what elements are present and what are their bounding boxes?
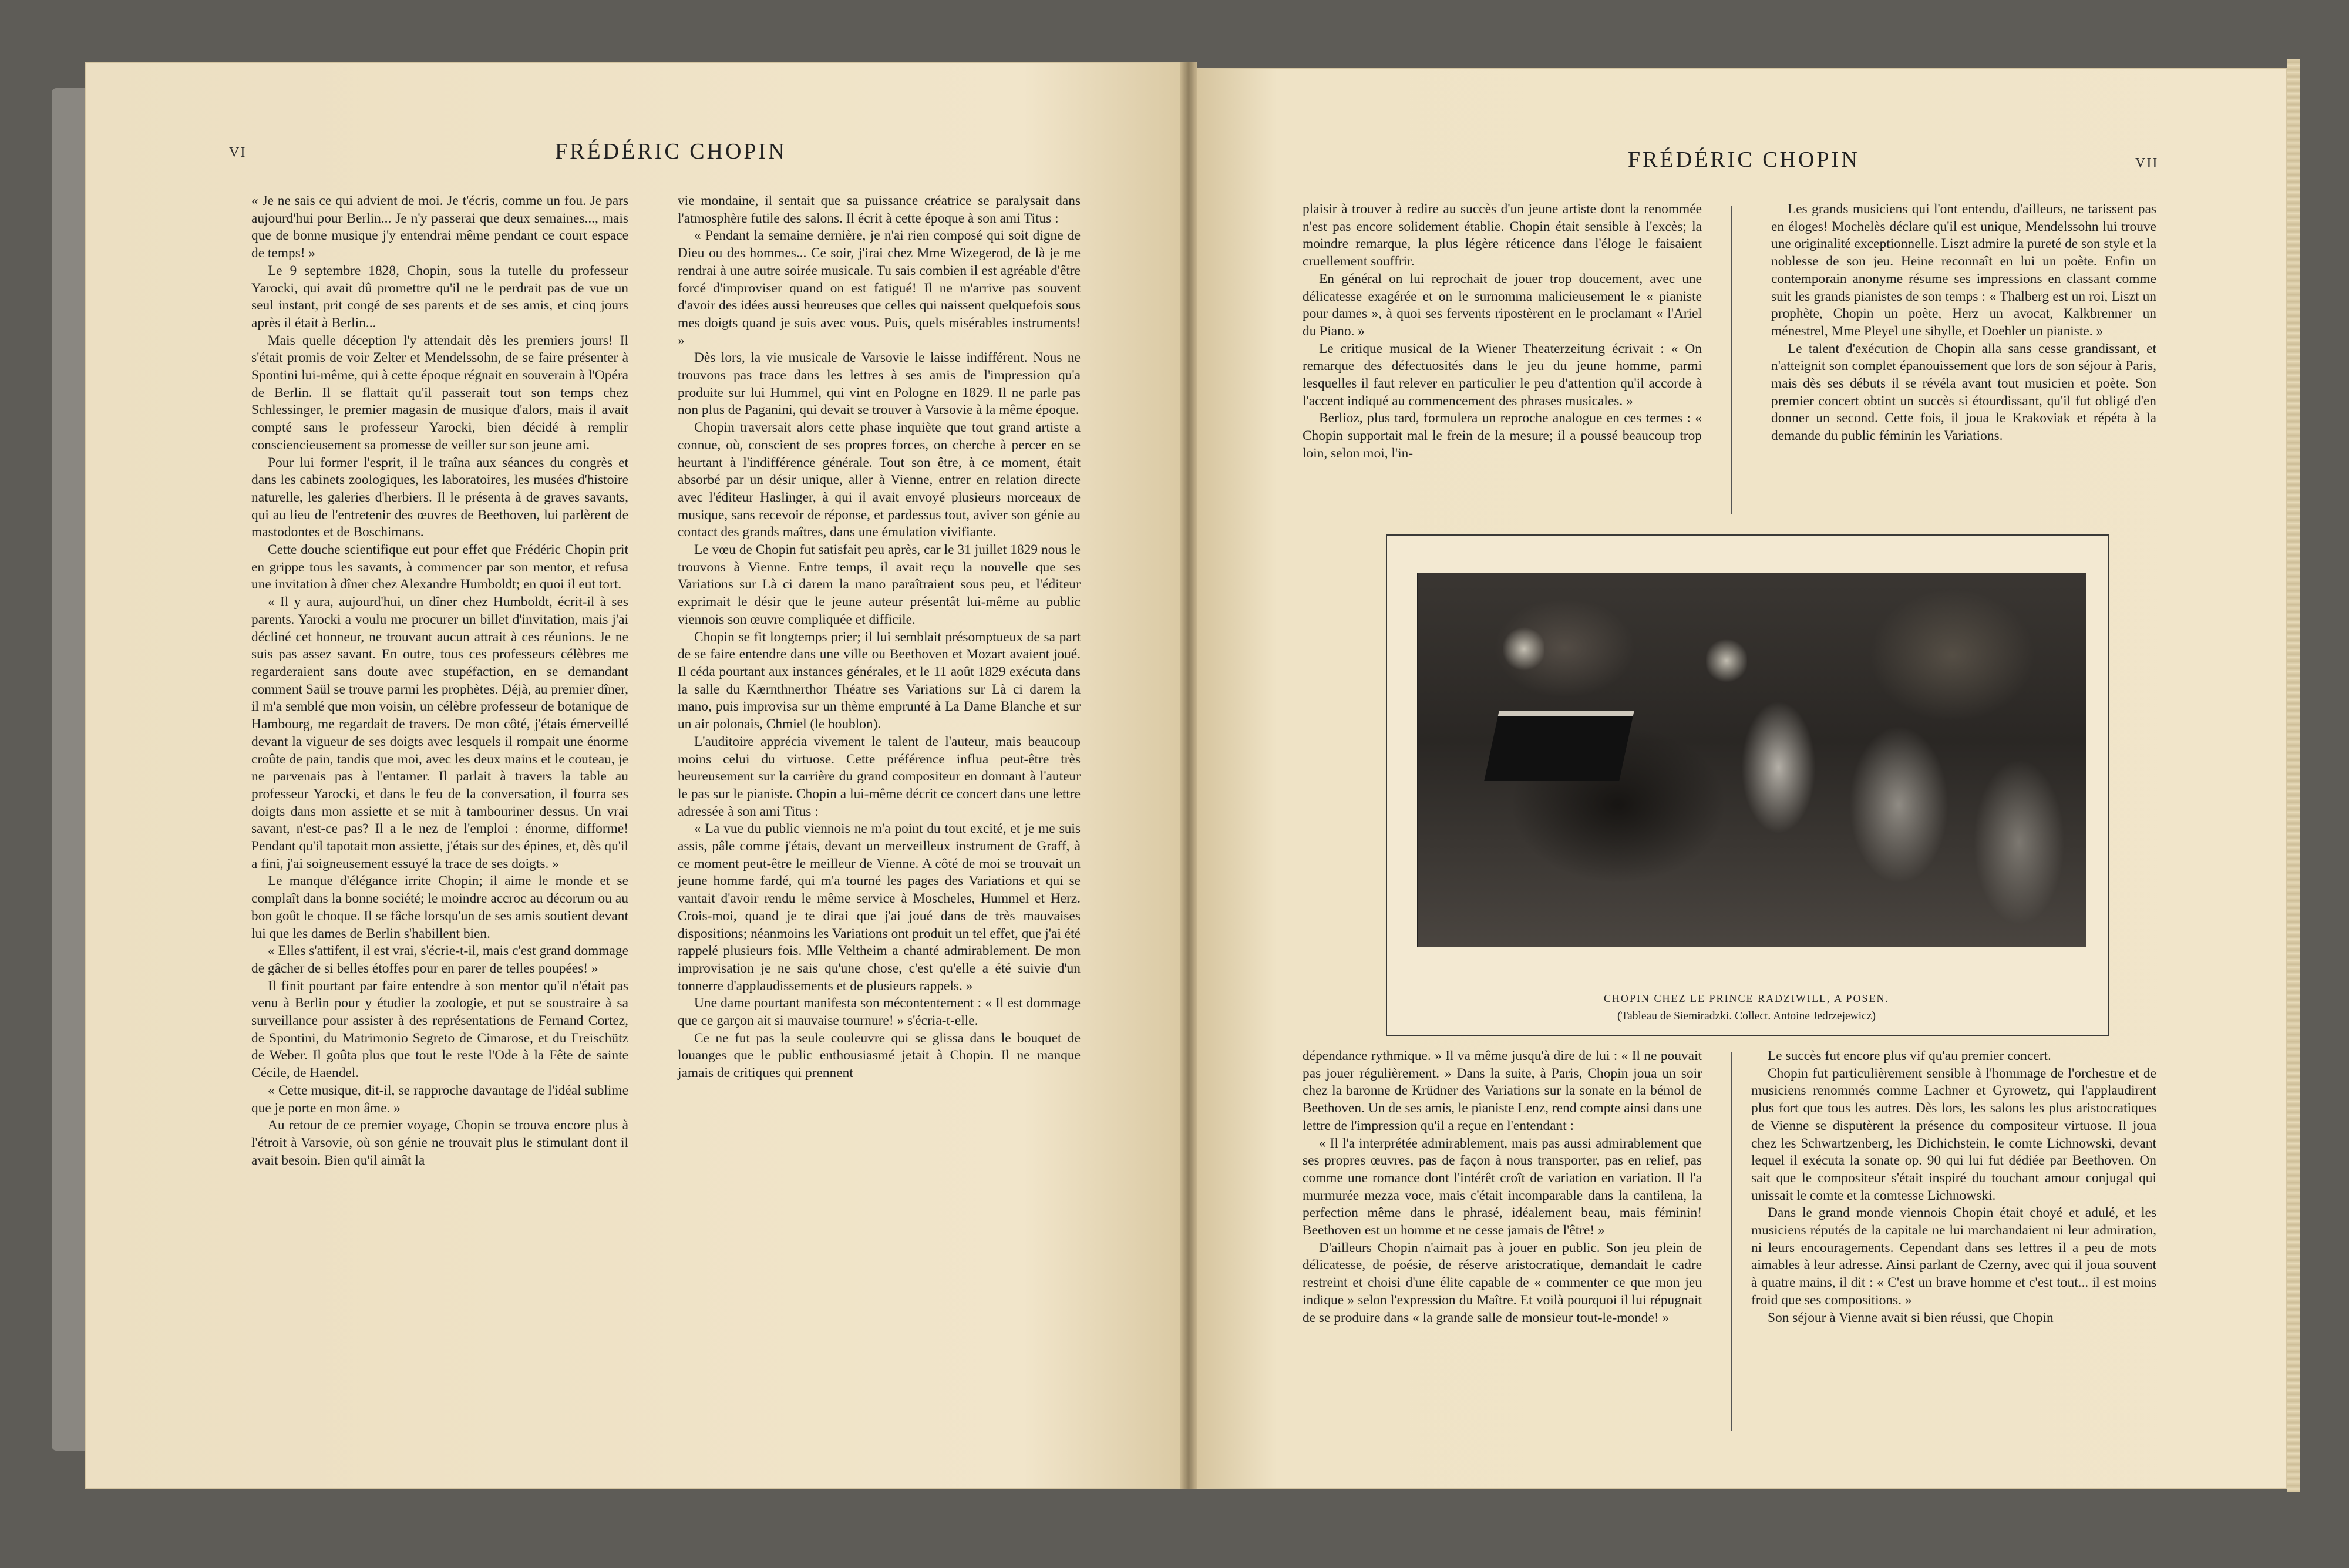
paragraph: Berlioz, plus tard, formulera un reproche analogue en ces termes : « Chopin supportait mal le frein de la mesure; il a poussé beaucoup trop loin, selon moi, l'in-: [1303, 410, 1702, 461]
paragraph: Dès lors, la vie musicale de Varsovie le laisse indifférent. Nous ne trouvons pas trace dans les lettres à ses amis de l'impression qu'a produite sur lui Hummel, qui vint en Pologne en 1829. Il ne parle pas non plus de Paganini, qui devait se trouver à Varsovie à la même époque.: [678, 350, 1081, 418]
left-running-head: FRÉDÉRIC CHOPIN: [555, 139, 787, 164]
paragraph: Pour lui former l'esprit, il le traîna aux séances du congrès et dans les cabinets zoologiques, les laboratoires, les musées d'histoire naturelle, les galeries d'herbiers. Il le présenta à de graves savants, qui au lieu de l'entretenir des œuvres de Beethoven, lui parlèrent de mastodontes et de Boschimans.: [251, 455, 628, 540]
paragraph: « Il l'a interprétée admirablement, mais pas aussi admirablement que ses propres œuvres, pas de façon à nous transporter, pas en relief, pas comme une romance dont l'intérêt croît de variation en variation. Il l'a murmurée mezza voce, mais c'était incomparable dans la cantilena, la perfection même dans le phrasé, idéalement beau, mais féminin! Beethoven est un homme et ne cesse jamais de l'être! »: [1303, 1135, 1702, 1239]
paragraph: « Pendant la semaine dernière, je n'ai rien composé qui soit digne de Dieu ou des hommes... Ce soir, j'irai chez Mme Wizegerod, de là je me rendrai à une autre soirée musicale. Tu sais combien il est agréable d'être forcé d'improviser quand on est fatigué! Il ne m'arrive pas souvent d'avoir des idées aussi heureuses que celles qui naissent quelquefois sous mes doigts quand je suis avec vous. Puis, quels misérables instruments! »: [678, 228, 1081, 348]
paragraph: Le 9 septembre 1828, Chopin, sous la tutelle du professeur Yarocki, qui avait dû promettre qu'il ne le perdrait pas de vue un seul instant, prit congé de ses parents et de ses amis, et cinq jours après il était à Berlin...: [251, 263, 628, 331]
paragraph: Au retour de ce premier voyage, Chopin se trouva encore plus à l'étroit à Varsovie, où son génie ne trouvait plus le stimulant dont il avait besoin. Bien qu'il aimât la: [251, 1118, 628, 1168]
right-top-column-1: [1303, 201, 1702, 463]
paragraph: Chopin traversait alors cette phase inquiète que tout grand artiste a connue, où, conscient de ses propres forces, on cherche à percer en se heurtant à l'indifférence générale. Tout son être, à ce moment, était absorbé par un désir unique, aller à Vienne, entrer en relation directe avec l'éditeur Haslinger, à qui il avait envoyé plusieurs morceaux de musique, sans recevoir de réponse, et pardessus tout, aviver son génie au contact des grands maîtres, dans une émulation vivifiante.: [678, 420, 1081, 540]
paragraph: D'ailleurs Chopin n'aimait pas à jouer en public. Son jeu plein de délicatesse, de poésie, de réserve aristocratique, demandait le cadre restreint et choisi d'une élite capable de « commenter ce que mon jeu indique » selon l'expression du Maître. Et voilà pourquoi il lui répugnait de se produire dans « la grande salle de monsieur tout-le-monde! »: [1303, 1240, 1702, 1325]
illustration-piano: [1484, 711, 1634, 781]
illustration-light: [1503, 623, 1544, 675]
paragraph: Il finit pourtant par faire entendre à son mentor qu'il n'était pas venu à Berlin pour y étudier la zoologie, et put se soustraire à sa surveillance pour assister à des représentations de Fernand Cortez, de Spontini, du Matrimonio Segreto de Cimarose, et du Freischütz de Weber. Il goûta plus que tout le reste l'Ode à la Fête de sainte Cécile, de Haendel.: [251, 978, 628, 1081]
paragraph: Le critique musical de la Wiener Theaterzeitung écrivait : « On remarque des défectuosités dans le jeu du jeune homme, parmi lesquelles il faut relever en particulier le peu d'attention qu'il accorde à l'accent indiqué au commencement des phrases musicales. »: [1303, 341, 1702, 409]
paragraph: dépendance rythmique. » Il va même jusqu'à dire de lui : « Il ne pouvait pas jouer régulièrement. » Dans la suite, à Paris, Chopin joua un soir chez la baronne de Krüdner des Variations sur la sonate en la bémol de Beethoven. Un de ses amis, le pianiste Lenz, rend compte ainsi dans une lettre de l'impression qu'il a reçue en l'entendant :: [1303, 1048, 1702, 1133]
paragraph: Les grands musiciens qui l'ont entendu, d'ailleurs, ne tarissent pas en éloges! Mochelès déclare qu'il est unique, Mendelssohn lui trouve une originalité exceptionnelle. Liszt admire la pureté de son style et la noblesse de son jeu. Heine reconnaît en lui un poète. Enfin un contemporain anonyme résume ses impressions en classant comme suit les grands pianistes de son temps : « Thalberg est un roi, Liszt un prophète, Chopin un poète, Herz un avocat, Kalkbrenner un ménestrel, Mme Pleyel une sibylle, et Doehler un pianiste. »: [1771, 201, 2156, 339]
paragraph: Le manque d'élégance irrite Chopin; il aime le monde et se complaît dans la bonne société; le moindre accroc au décorum ou au bon goût le choque. Il se fâche lorsqu'un de ses amis soutient devant lui que les dames de Berlin s'habillent bien.: [251, 873, 628, 941]
illustration-caption-title: CHOPIN CHEZ LE PRINCE RADZIWILL, A POSEN.: [1604, 992, 1889, 1004]
paragraph: « Il y aura, aujourd'hui, un dîner chez Humboldt, écrit-il à ses parents. Yarocki a voulu me procurer un billet d'invitation, mais j'ai décliné cet honneur, ne trouvant aucun attrait à ces réunions. Je ne suis pas assez savant. En outre, tous ces professeurs célèbres me regarderaient sans doute avec stupéfaction, en se demandant comment Saül se trouve parmi les prophètes. Déjà, au premier dîner, il m'a semblé que mon voisin, un célèbre professeur de botanique de Hambourg, me regardait de travers. De mon côté, j'étais émerveillé devant la vigueur de ses doigts avec lesquels il rompait une énorme croûte de pain, tandis que moi, avec les deux mains et le couteau, je ne parvenais pas à l'entamer. Il parlait à travers la table au professeur Yarocki, et dans le feu de la conversation, il fourra ses doigts dans mon assiette et se mit à tambouriner dessus. Un vrai savant, n'est-ce pas? Il a le nez de l'emploi : énorme, difforme! Pendant qu'il tapotait mon assiette, j'étais sur des épines, et, dès qu'il a fini, j'ai soigneusement essuyé la trace de ses doigts. »: [251, 594, 628, 872]
column-rule: [1731, 1052, 1732, 1431]
right-running-head: FRÉDÉRIC CHOPIN: [1628, 147, 1860, 172]
paragraph: L'auditoire apprécia vivement le talent de l'auteur, mais beaucoup moins celui du virtuose. Cette préférence influa peut-être très heureusement sur la carrière du grand compositeur en donnant à l'auteur le pas sur le pianiste. Chopin a lui-même décrit ce concert dans une lettre adressée à son ami Titus :: [678, 733, 1081, 819]
paragraph: Cette douche scientifique eut pour effet que Frédéric Chopin prit en grippe tous les savants, à commencer par son mentor, et refusa une invitation à dîner chez Alexandre Humboldt; en quoi il eut tort.: [251, 542, 628, 593]
column-rule: [1731, 206, 1732, 514]
paragraph: Chopin se fit longtemps prier; il lui semblait présomptueux de sa part de se faire entendre dans une ville ou Beethoven et Mozart avaient joué. Il céda pourtant aux instances générales, et le 11 août 1829 exécuta dans la salle du Kærnthnerthor Théatre ses Variations sur Là ci darem la mano, puis improvisa sur un thème emprunté à La Dame Blanche et sur un air polonais, Chmiel (le houblon).: [678, 629, 1081, 732]
right-folio: VII: [2135, 156, 2159, 171]
paragraph: « Cette musique, dit-il, se rapproche davantage de l'idéal sublime que je porte en mon âme. »: [251, 1082, 628, 1116]
book-gutter: [1180, 62, 1197, 1489]
paragraph: « La vue du public viennois ne m'a point du tout excité, et je me suis assis, pâle comme j'étais, devant un merveilleux instrument de Graff, à ce moment peut-être le meilleur de Vienne. A côté de moi se trouvait un jeune homme fardé, qui m'a tourné les pages des Variations et qui se vantait d'avoir rendu le même service à Moscheles, Hummel et Herz. Crois-moi, quand je te dirai que j'ai joué dans de très mauvaises dispositions; néanmoins les Variations ont produit un tel effet, que j'ai été rappelé plusieurs fois. Mlle Veltheim a chanté admirablement. De mon improvisation je ne sais qu'une chose, c'est qu'elle a été suivie d'un tonnerre d'applaudissements et de plusieurs rappels. »: [678, 821, 1081, 994]
left-column-1: [251, 193, 628, 1169]
paragraph: Dans le grand monde viennois Chopin était choyé et adulé, et les musiciens réputés de la capitale ne lui marchandaient ni leur admiration, ni leurs encouragements. Cependant dans ses lettres il a peu de mots aimables à leur adresse. Ainsi parlant de Czerny, avec qui il joua souvent à quatre mains, il dit : « C'est un brave homme et c'est tout... il est moins froid que ses compositions. »: [1751, 1205, 2156, 1308]
right-bottom-column-2: [1751, 1048, 2156, 1327]
paragraph: Ce ne fut pas la seule couleuvre qui se glissa dans le bouquet de louanges que le public enthousiasmé jetait à Chopin. Il ne manque jamais de critiques qui prennent: [678, 1030, 1081, 1081]
paragraph: Le succès fut encore plus vif qu'au premier concert.: [1768, 1048, 2051, 1064]
paragraph: En général on lui reprochait de jouer trop doucement, avec une délicatesse exagérée et on le surnomma malicieusement le « pianiste pour dames », à quoi ses fervents ripostèrent en le proclamant « l'Ariel du Piano. »: [1303, 271, 1702, 339]
right-top-column-2: [1771, 201, 2156, 445]
left-folio: VI: [229, 145, 247, 160]
illustration-caption-credit: (Tableau de Siemiradzki. Collect. Antoine Jedrzejewicz): [1617, 1010, 1876, 1022]
paragraph: Le vœu de Chopin fut satisfait peu après, car le 31 juillet 1829 nous le trouvons à Vienne. Entre temps, il avait reçu la nouvelle que ses Variations sur Là ci darem la mano paraîtraient sous peu, et l'éditeur exprimait le désir que le jeune auteur présentât lui-même au public viennois son œuvre compliquée et difficile.: [678, 542, 1081, 627]
paragraph: Le talent d'exécution de Chopin alla sans cesse grandissant, et n'atteignit son complet épanouissement que lors de son séjour à Paris, mais dès ses débuts il se révéla avant tout musicien et poète. Son premier concert obtint un succès si étourdissant, qu'il fut obligé d'en donner un second. Cette fois, il joua le Krakoviak et répéta à la demande du public féminin les Variations.: [1771, 341, 2156, 444]
paragraph: Mais quelle déception l'y attendait dès les premiers jours! Il s'était promis de voir Zelter et Mendelssohn, de se faire présenter à Spontini lui-même, qui à cette époque régnait en souverain à l'Opéra de Berlin. Il se flattait qu'il passerait tout son temps chez Schlessinger, le premier magasin de musique d'alors, mais il avait compté sans le professeur Yarocki, bien décidé à remplir consciencieusement sa promesse de veiller sur son jeune ami.: [251, 332, 628, 453]
paragraph: Chopin fut particulièrement sensible à l'hommage de l'orchestre et de musiciens renommés comme Lachner et Gyrowetz, qui l'applaudirent plus fort que tous les autres. Dès lors, les salons les plus aristocratiques de Vienne se disputèrent la présence du compositeur virtuose. Il joua chez les Schwartzenberg, les Dichichstein, le comte Lichnowski, devant lequel il exécuta la sonate op. 90 qui lui fut dédiée par Beethoven. On sait que le compositeur s'était inspiré du touchant amour conjugal qui unissait le comte et la comtesse Lichnowski.: [1751, 1065, 2156, 1203]
paragraph: « Elles s'attifent, il est vrai, s'écrie-t-il, mais c'est grand dommage de gâcher de si belles étoffes pour en parer de telles poupées! »: [251, 943, 628, 976]
paragraph: « Je ne sais ce qui advient de moi. Je t'écris, comme un fou. Je pars aujourd'hui pour Berlin... Je n'y passerai que deux semaines..., mais que de bonne musique j'y entendrai même pendant ce court espace de temps! »: [251, 193, 628, 261]
paragraph: plaisir à trouver à redire au succès d'un jeune artiste dont la renommée n'est pas encore solidement établie. Chopin était sensible à l'excès; la moindre remarque, la plus légère réticence dans l'éloge le faisaient cruellement souffrir.: [1303, 201, 1702, 270]
paragraph: Son séjour à Vienne avait si bien réussi, que Chopin: [1768, 1310, 2054, 1325]
left-column-2: [678, 193, 1081, 1082]
page-stack-edge: [2287, 59, 2300, 1492]
illustration-light: [1706, 634, 1747, 687]
paragraph: Une dame pourtant manifesta son mécontentement : « Il est dommage que ce garçon ait si mauvaise tournure! » s'écria-t-elle.: [678, 995, 1081, 1029]
paragraph: vie mondaine, il sentait que sa puissance créatrice se paralysait dans l'atmosphère futile des salons. Il écrit à cette époque à son ami Titus :: [678, 193, 1081, 226]
right-bottom-column-1: [1303, 1048, 1702, 1327]
